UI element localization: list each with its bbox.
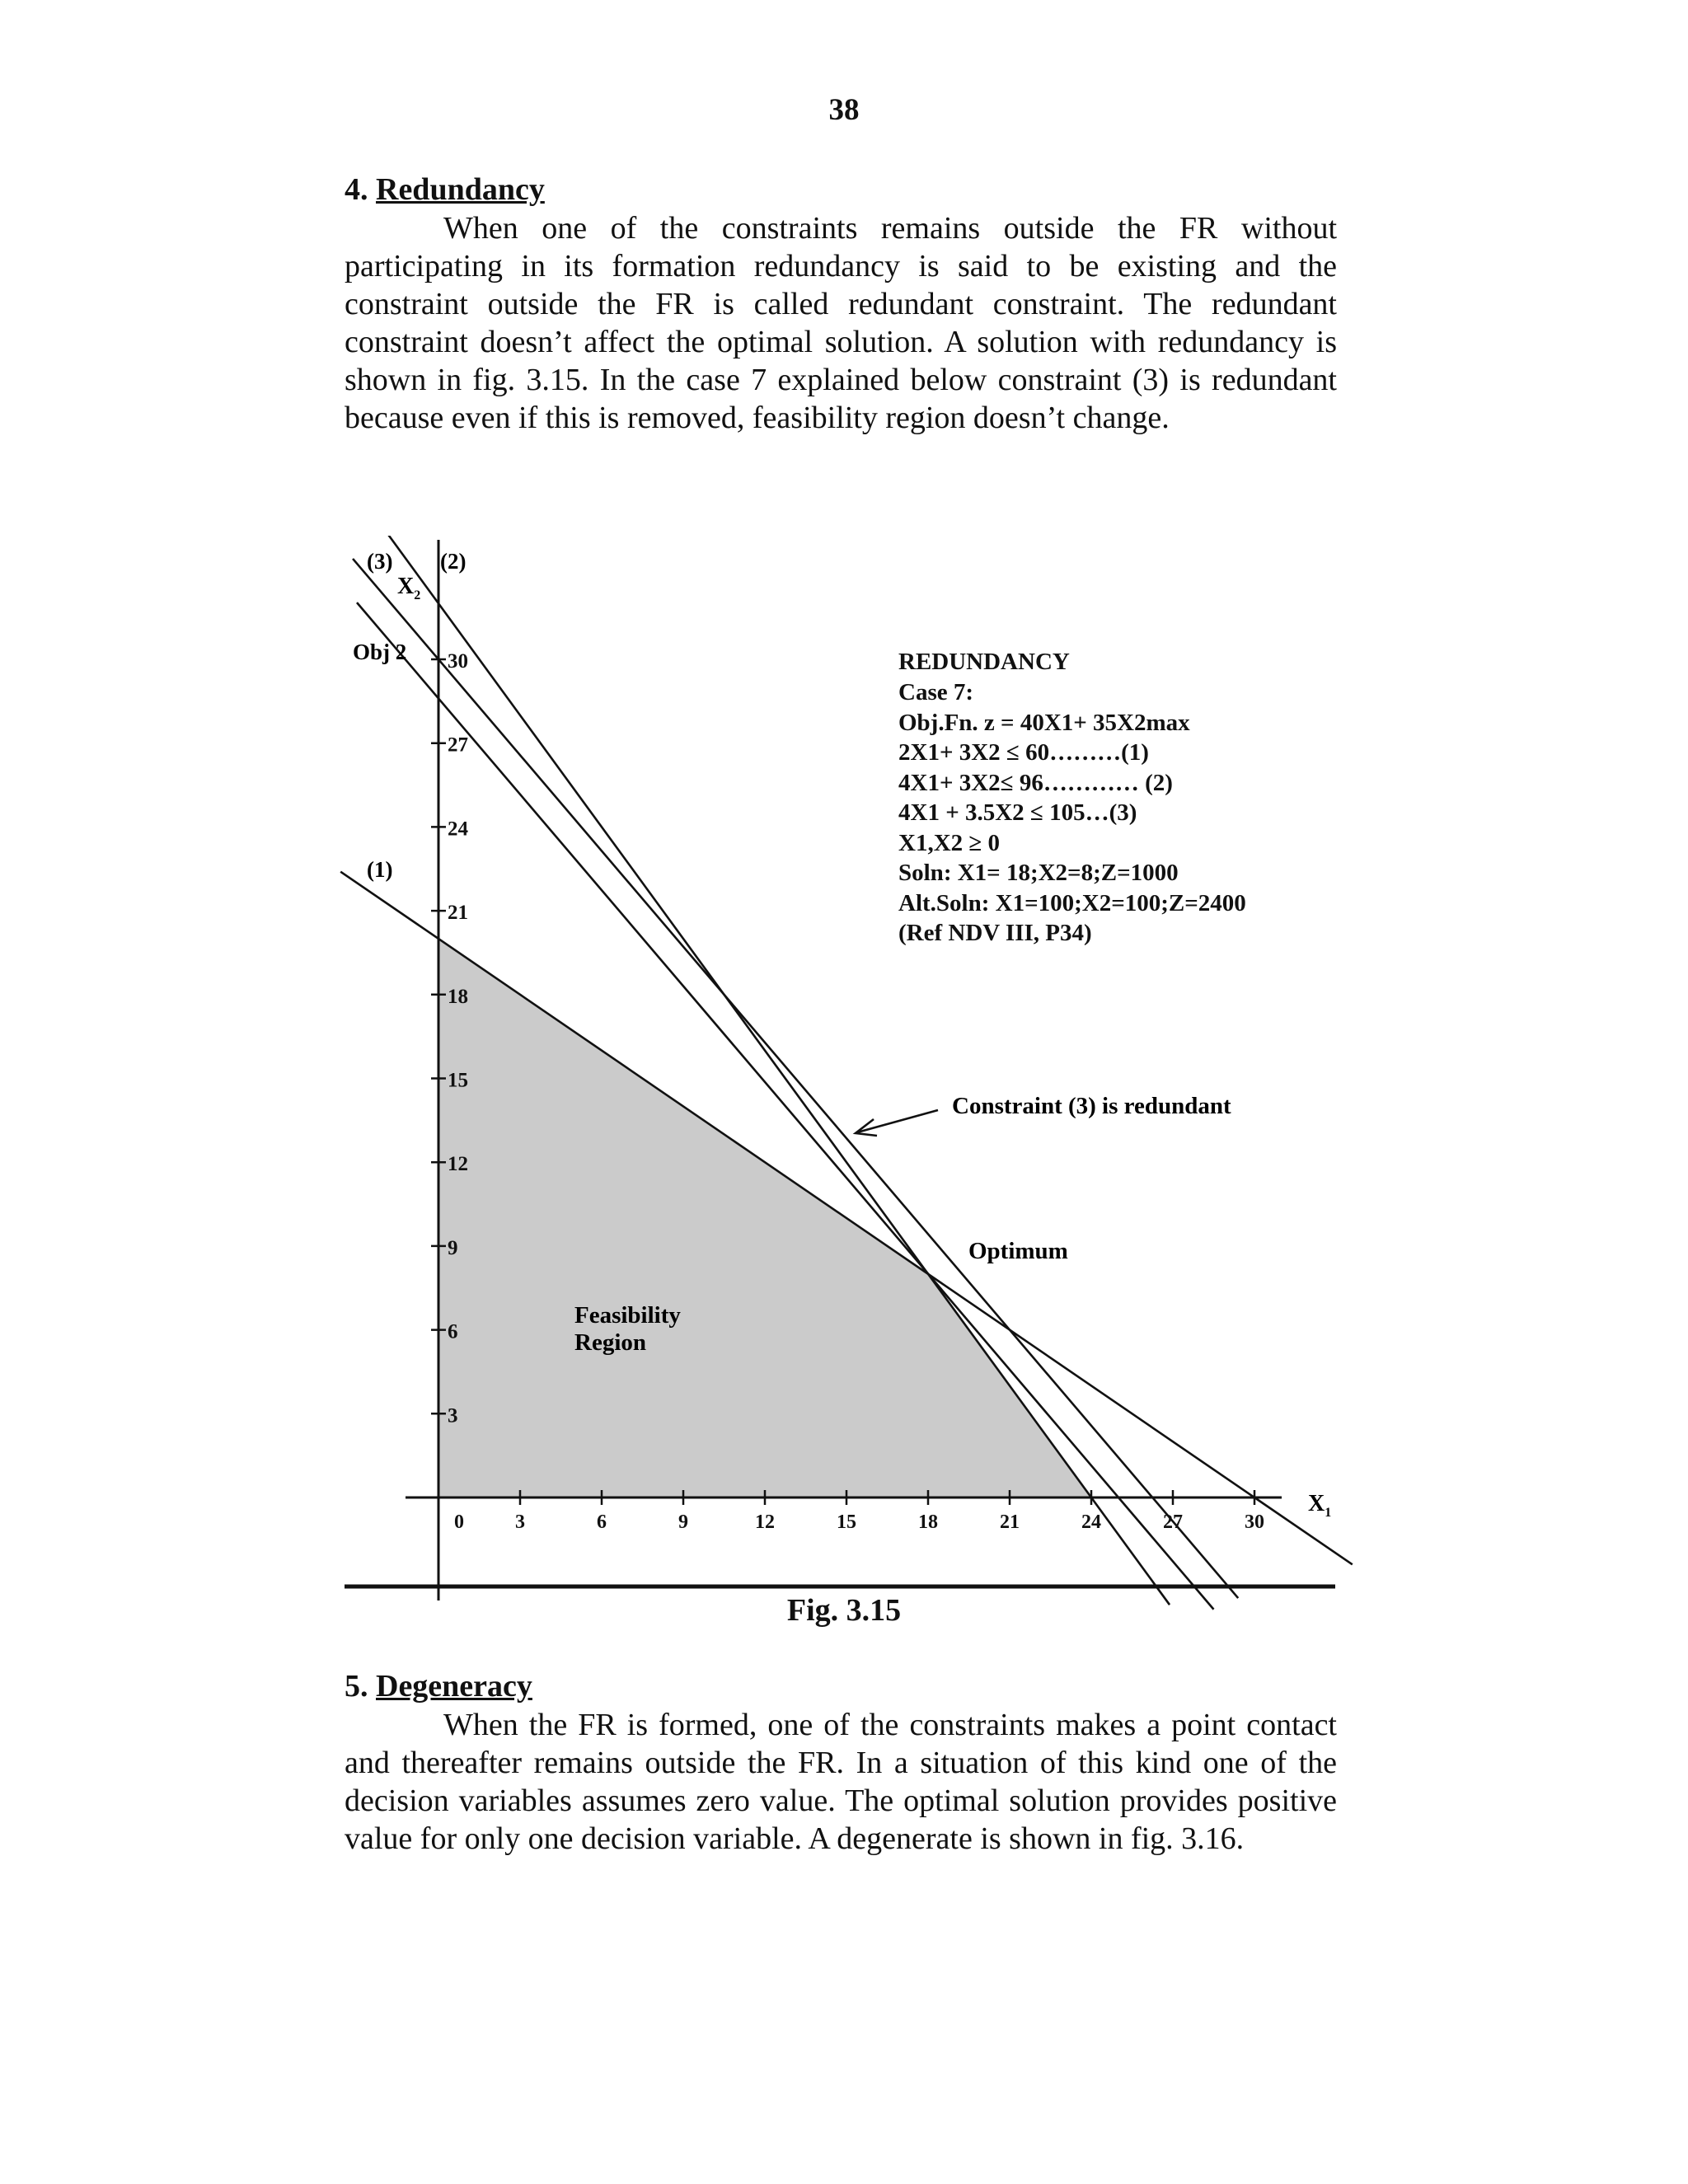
section-number: 5.	[345, 1669, 368, 1704]
svg-text:REDUNDANCY: REDUNDANCY	[898, 649, 1070, 675]
section-heading-degeneracy	[345, 1668, 532, 1704]
x-tick-label: 9	[678, 1511, 688, 1533]
x-axis-label: $X_1$	[1308, 1491, 1332, 1520]
section-title: Redundancy	[376, 172, 545, 207]
svg-text:Obj.Fn. z = 40X1+ 35X2max: Obj.Fn. z = 40X1+ 35X2max	[898, 710, 1190, 736]
x-tick-label: 0	[454, 1511, 464, 1533]
y-tick-label: 3	[448, 1404, 458, 1427]
x-tick-label: 3	[515, 1511, 525, 1533]
y-tick-label: 24	[448, 818, 468, 841]
line-label-3: (3)	[367, 549, 393, 574]
x-tick-label: 30	[1245, 1511, 1264, 1533]
svg-text:Case 7:: Case 7:	[898, 679, 974, 705]
svg-text:X1,X2 ≥ 0: X1,X2 ≥ 0	[898, 830, 1001, 856]
line-label-1: (1)	[367, 857, 393, 882]
y-tick-label: 9	[448, 1236, 458, 1259]
page-number: 38	[828, 93, 860, 127]
optimum-label: Optimum	[968, 1238, 1068, 1264]
x-tick-label: 24	[1081, 1511, 1101, 1533]
svg-text:2X1+ 3X2 ≤ 60………(1): 2X1+ 3X2 ≤ 60………(1)	[898, 739, 1149, 766]
x-tick-label: 21	[1000, 1511, 1020, 1533]
y-tick-label: 27	[448, 733, 468, 757]
x-tick-label: 18	[918, 1511, 938, 1533]
annotation-arrow	[856, 1110, 938, 1136]
line-label-2: (2)	[440, 549, 467, 574]
y-axis-label: $X_2$	[397, 574, 421, 602]
y-tick-label: 18	[448, 985, 468, 1008]
section-paragraph-redundancy: When one of the constraints remains outside the FR without participating in its formation redundancy is said to be existing and the constraint outside the FR is called redundant constraint. The redundant constraint doesn’t affect the optimal solution. A solution with redundancy is shown in fig. 3.15. In the case 7 explained below constraint (3) is redundant because even if this is removed, feasibility region doesn’t change.	[345, 211, 1337, 435]
y-tick-label: 21	[448, 902, 468, 925]
svg-text:Soln: X1= 18;X2=8;Z=1000: Soln: X1= 18;X2=8;Z=1000	[898, 860, 1179, 886]
x-tick-label: 12	[755, 1511, 775, 1533]
feasibility-region-label: Feasibility Region	[574, 1302, 681, 1356]
y-tick-label: 30	[448, 650, 468, 673]
y-tick-label: 6	[448, 1320, 458, 1343]
svg-text:(Ref NDV III, P34): (Ref NDV III, P34)	[898, 920, 1092, 946]
line-label-obj: Obj 2	[353, 640, 407, 664]
x-tick-label: 15	[837, 1511, 856, 1533]
svg-text:4X1 + 3.5X2 ≤ 105…(3): 4X1 + 3.5X2 ≤ 105…(3)	[898, 799, 1137, 826]
info-box	[898, 649, 1246, 946]
x-tick-label: 6	[597, 1511, 607, 1533]
svg-text:4X1+ 3X2≤ 96………… (2): 4X1+ 3X2≤ 96………… (2)	[898, 770, 1173, 796]
feasibility-region	[438, 939, 1091, 1497]
x-tick-label: 27	[1163, 1511, 1183, 1533]
y-tick-label: 15	[448, 1069, 468, 1092]
y-tick-label: 12	[448, 1153, 468, 1176]
section-number: 4.	[345, 172, 368, 207]
redundant-annotation: Constraint (3) is redundant	[952, 1093, 1231, 1119]
section-title: Degeneracy	[376, 1669, 532, 1704]
figure-caption: Fig. 3.15	[786, 1593, 902, 1628]
section-paragraph-degeneracy: When the FR is formed, one of the constraints makes a point contact and thereafter remains outside the FR. In a situation of this kind one of the decision variables assumes zero value. The optimal solution provides positive value for only one decision variable. A degenerate is shown in fig. 3.16.	[345, 1708, 1337, 1856]
svg-text:Alt.Soln: X1=100;X2=100;Z=2400: Alt.Soln: X1=100;X2=100;Z=2400	[898, 890, 1246, 916]
